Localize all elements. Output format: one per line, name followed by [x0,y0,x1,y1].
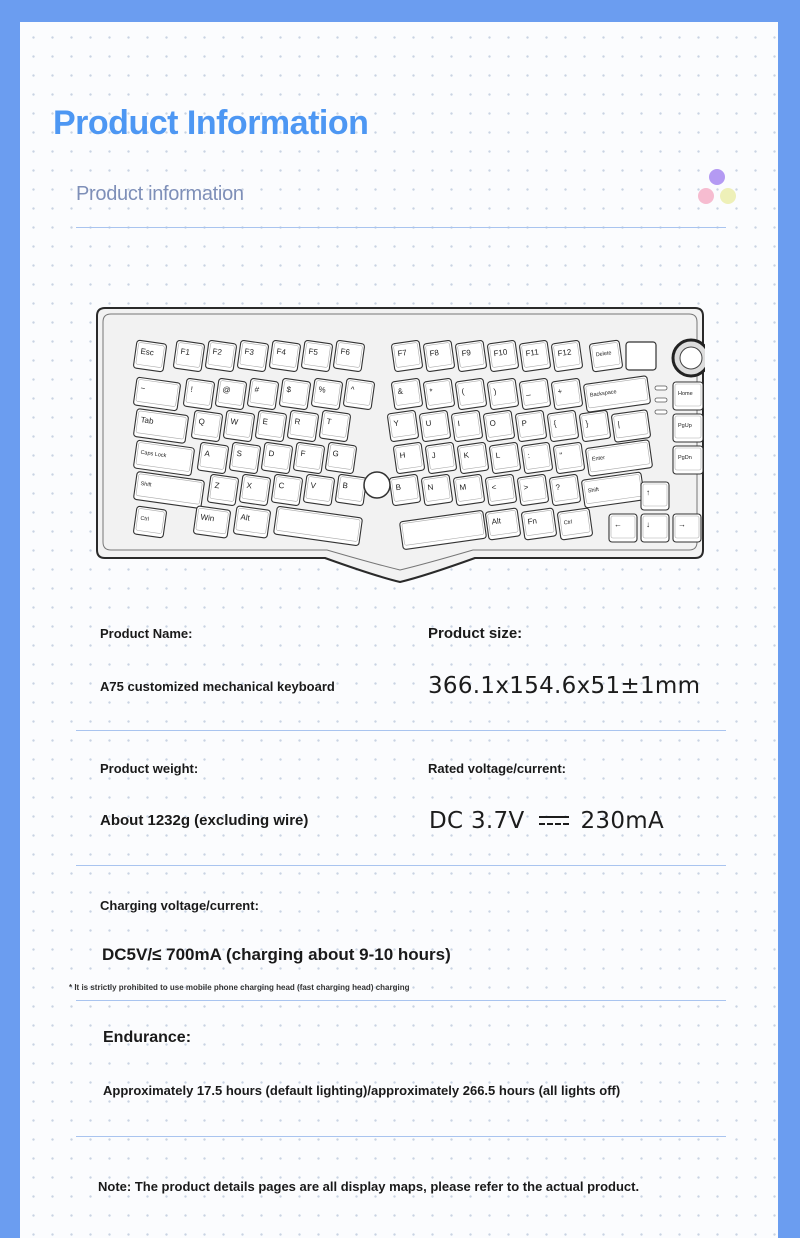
keyboard-icon [95,306,705,588]
product-name-value: A75 customized mechanical keyboard [100,679,335,694]
key-pgdn [673,446,703,474]
key-- [487,378,519,410]
svg-text:Alt: Alt [490,516,502,527]
volume-knob-cap [680,347,702,369]
svg-text:S: S [235,448,243,459]
key-- [641,514,669,542]
trackball [364,472,390,498]
key-- [521,442,553,474]
svg-text:E: E [261,416,269,427]
svg-text:}: } [584,418,589,429]
key-l [489,442,521,474]
key-win [193,506,231,538]
product-weight-value: About 1232g (excluding wire) [100,812,309,829]
svg-text:*: * [428,386,434,397]
svg-text:J: J [430,450,437,461]
svg-text:F4: F4 [275,346,287,358]
key-o [483,410,515,442]
svg-text:Tab: Tab [140,415,155,426]
endurance-value: Approximately 17.5 hours (default lighting)/approximately 266.5 hours (all lights off) [103,1083,621,1098]
svg-text:Ctrl: Ctrl [139,515,150,523]
svg-text:X: X [245,480,253,491]
rated-voltage: DC 3.7V [429,808,525,834]
key-fn [521,508,557,540]
svg-text:^: ^ [349,384,355,395]
svg-text:%: % [317,384,327,395]
info-card [20,22,778,1238]
svg-text:F7: F7 [396,348,408,359]
key-delete [589,340,623,372]
key-f10 [487,340,519,372]
key-n [421,474,453,506]
key-a [197,442,229,474]
key-alt [233,506,271,538]
product-name-label: Product Name: [100,626,193,641]
svg-text:): ) [492,386,497,397]
key-- [547,410,579,442]
indicator-led [655,410,667,414]
svg-text:Ctrl: Ctrl [563,519,573,527]
svg-text:B: B [341,480,349,491]
svg-text:Caps Lock: Caps Lock [140,449,167,460]
svg-text:": " [558,450,564,461]
charging-warning: * It is strictly prohibited to use mobile phone charging head (fast charging head) charging [69,983,410,992]
svg-text:L: L [494,450,501,461]
svg-text:↑: ↑ [646,488,650,497]
yellow-dot [720,188,736,204]
key-f4 [269,340,301,372]
svg-text:T: T [325,416,333,427]
key-g [325,442,357,474]
key-- [247,378,279,410]
key-- [609,514,637,542]
key-- [455,378,487,410]
svg-text:PgDn: PgDn [678,455,692,461]
indicator-led [655,398,667,402]
svg-text:N: N [426,482,434,493]
key-f9 [455,340,487,372]
rated-current: 230mA [580,808,665,834]
key-- [183,378,215,410]
key-- [551,378,583,410]
key-y [387,410,419,442]
svg-text:_: _ [524,386,531,397]
key-- [423,378,455,410]
svg-text:$: $ [285,384,292,395]
svg-text:F10: F10 [492,347,508,359]
indicator-led [655,386,667,390]
key-home [673,382,703,410]
svg-text:G: G [331,448,340,459]
svg-text:↓: ↓ [646,520,650,529]
svg-text:P: P [520,418,528,429]
key-- [279,378,311,410]
svg-text:H: H [398,450,406,461]
product-weight-label: Product weight: [100,761,199,776]
key-- [579,410,611,442]
divider [76,730,726,731]
section-subtitle: Product information [76,183,244,205]
key-f6 [333,340,365,372]
svg-text:F11: F11 [524,347,540,359]
key-h [393,442,425,474]
svg-text:F1: F1 [179,346,191,358]
svg-text:F9: F9 [460,348,472,359]
decorative-dots-icon [696,168,738,208]
key-r [287,410,319,442]
pink-dot [698,188,714,204]
svg-text:O: O [488,418,497,429]
svg-text:>: > [522,482,529,493]
page-title: Product Information [53,104,369,142]
key-f5 [301,340,333,372]
key-w [223,410,255,442]
key-f11 [519,340,551,372]
key-z [207,474,239,506]
key-- [391,378,423,410]
key-- [485,474,517,506]
endurance-label: Endurance: [103,1029,192,1046]
key-j [425,442,457,474]
svg-text:@: @ [221,384,232,395]
key-- [641,482,669,510]
svg-text:&: & [396,386,404,397]
key-- [133,377,180,411]
key-- [553,442,585,474]
divider [76,1000,726,1001]
key-x [239,474,271,506]
svg-text:|: | [617,419,621,429]
svg-text:←: ← [614,520,622,529]
svg-text:M: M [458,482,467,493]
svg-text:Alt: Alt [239,512,251,523]
key-i [451,410,483,442]
key-f [293,442,325,474]
svg-text:F6: F6 [339,346,351,358]
rated-voltage-label: Rated voltage/current: [428,761,566,776]
product-size-label: Product size: [428,625,523,642]
svg-text:V: V [309,480,317,491]
key-s [229,442,261,474]
svg-text::: : [526,451,531,461]
key-- [519,378,551,410]
svg-text:Backspace: Backspace [589,389,618,399]
charging-value: DC5V/≤ 700mA (charging about 9-10 hours) [102,945,451,964]
svg-text:W: W [229,416,239,427]
svg-text:#: # [253,384,260,395]
divider [76,227,726,228]
svg-text:?: ? [554,482,561,493]
key-- [517,474,549,506]
key-k [457,442,489,474]
key-ctrl [557,508,593,540]
product-size-value: 366.1x154.6x51±1mm [428,673,701,699]
key-b [389,474,421,506]
charging-label: Charging voltage/current: [100,898,259,913]
svg-text:→: → [678,520,686,529]
key-t [319,410,351,442]
key-u [419,410,451,442]
key-v [303,474,335,506]
svg-text:Q: Q [197,416,206,427]
screen-key [626,342,656,370]
svg-text:Delete: Delete [595,350,612,359]
svg-text:I: I [456,419,461,429]
divider [76,1136,726,1137]
key-ctrl [133,506,167,538]
svg-text:F8: F8 [428,348,440,359]
svg-text:R: R [293,416,301,427]
svg-text:~: ~ [140,383,146,394]
key-e [255,410,287,442]
svg-text:Y: Y [392,418,400,429]
svg-text:!: ! [189,384,194,395]
svg-text:F5: F5 [307,346,319,358]
key-d [261,442,293,474]
key-f7 [391,340,423,372]
svg-text:F12: F12 [556,347,572,359]
svg-text:F3: F3 [243,346,255,358]
key-- [343,378,375,410]
svg-text:Shift: Shift [587,486,600,495]
divider [76,865,726,866]
purple-dot [709,169,725,185]
key-p [515,410,547,442]
svg-text:{: { [552,418,557,429]
key-esc [133,340,167,372]
svg-text:D: D [267,448,275,459]
rated-voltage-value [429,808,664,834]
svg-text:Win: Win [199,512,215,524]
svg-text:Fn: Fn [526,516,538,527]
svg-text:K: K [462,450,470,461]
key-f12 [551,340,583,372]
svg-text:F: F [299,448,307,459]
key-f3 [237,340,269,372]
svg-text:+: + [556,386,563,397]
svg-text:C: C [277,480,285,491]
key-b [335,474,367,506]
svg-text:Home: Home [678,391,693,397]
svg-text:<: < [490,482,497,493]
footer-note: Note: The product details pages are all display maps, please refer to the actual product. [98,1179,640,1194]
key-- [673,514,701,542]
svg-text:B: B [394,482,402,493]
svg-text:A: A [203,448,211,459]
svg-text:U: U [424,418,432,429]
svg-text:F2: F2 [211,346,223,358]
svg-text:Enter: Enter [591,454,606,463]
svg-text:Esc: Esc [139,346,155,358]
key-c [271,474,303,506]
key-- [311,378,343,410]
key-q [191,410,223,442]
key-f1 [173,340,205,372]
svg-text:Shift: Shift [140,481,152,489]
key-f8 [423,340,455,372]
svg-text:PgUp: PgUp [678,423,692,429]
key-f2 [205,340,237,372]
dc-current-icon [539,815,569,827]
svg-text:(: ( [460,386,465,397]
key-alt [485,508,521,540]
key-- [611,410,651,443]
key-pgup [673,414,703,442]
key-- [549,474,581,506]
key-- [215,378,247,410]
key-m [453,474,485,506]
svg-text:Z: Z [213,480,221,491]
